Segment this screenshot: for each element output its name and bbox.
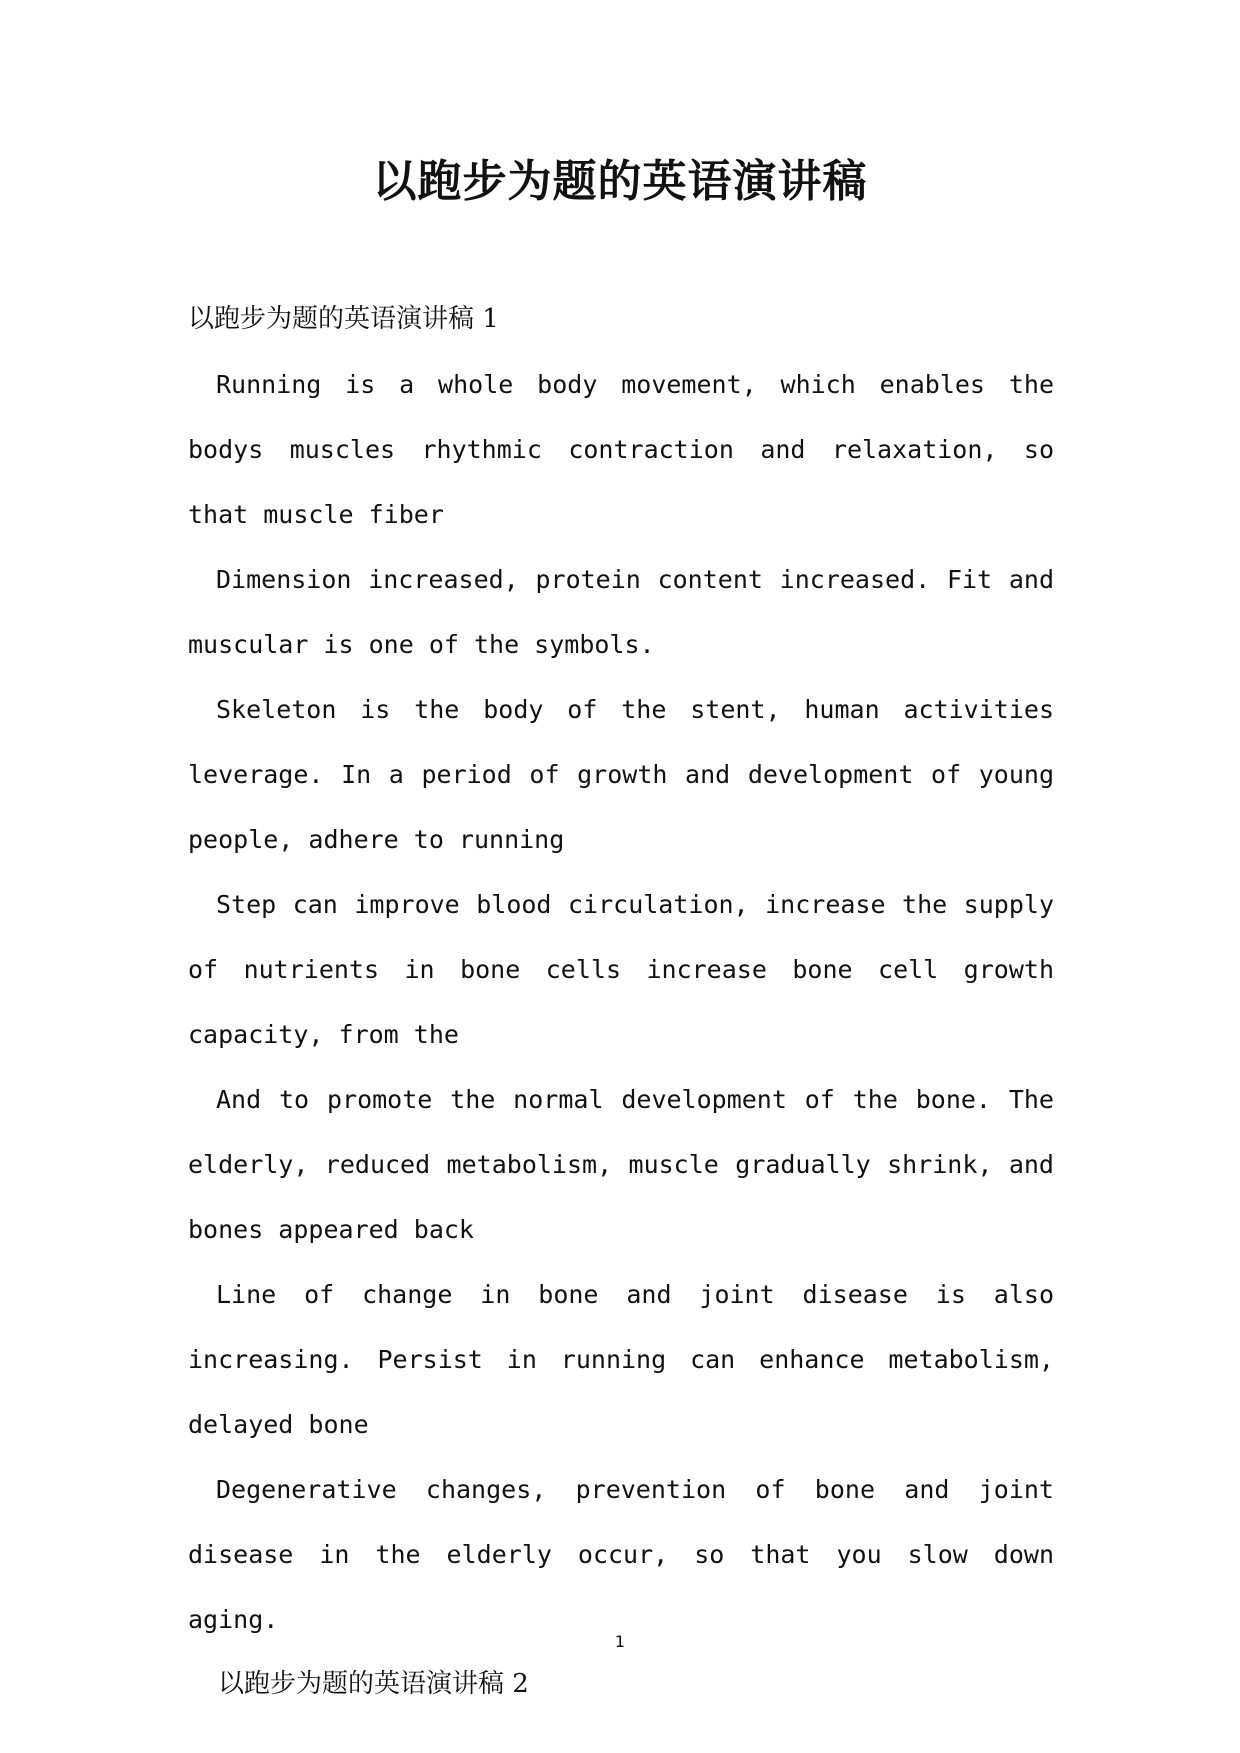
paragraph: Step can improve blood circulation, increase the supply of nutrients in bone cells increase bone cell growth capacity, from the <box>188 890 1054 1049</box>
section-heading-2: 以跑步为题的英语演讲稿 2 <box>218 1669 529 1699</box>
paragraph: And to promote the normal development of the bone. The elderly, reduced metabolism, muscle gradually shrink, and bones appeared back <box>188 1085 1054 1244</box>
document-title: 以跑步为题的英语演讲稿 <box>372 156 868 207</box>
page-number: 1 <box>614 1632 626 1651</box>
paragraph: Line of change in bone and joint disease is also increasing. Persist in running can enhance metabolism, delayed bone <box>188 1280 1054 1439</box>
paragraph: Skeleton is the body of the stent, human activities leverage. In a period of growth and development of young people, adhere to running <box>188 695 1054 854</box>
section-heading-1: 以跑步为题的英语演讲稿 1 <box>188 304 499 334</box>
paragraph: Dimension increased, protein content increased. Fit and muscular is one of the symbols. <box>188 565 1054 659</box>
document-body <box>188 287 1054 1717</box>
paragraph: Degenerative changes, prevention of bone and joint disease in the elderly occur, so that you slow down aging. <box>188 1475 1054 1634</box>
paragraph: Running is a whole body movement, which enables the bodys muscles rhythmic contraction and relaxation, so that muscle fiber <box>188 370 1054 529</box>
